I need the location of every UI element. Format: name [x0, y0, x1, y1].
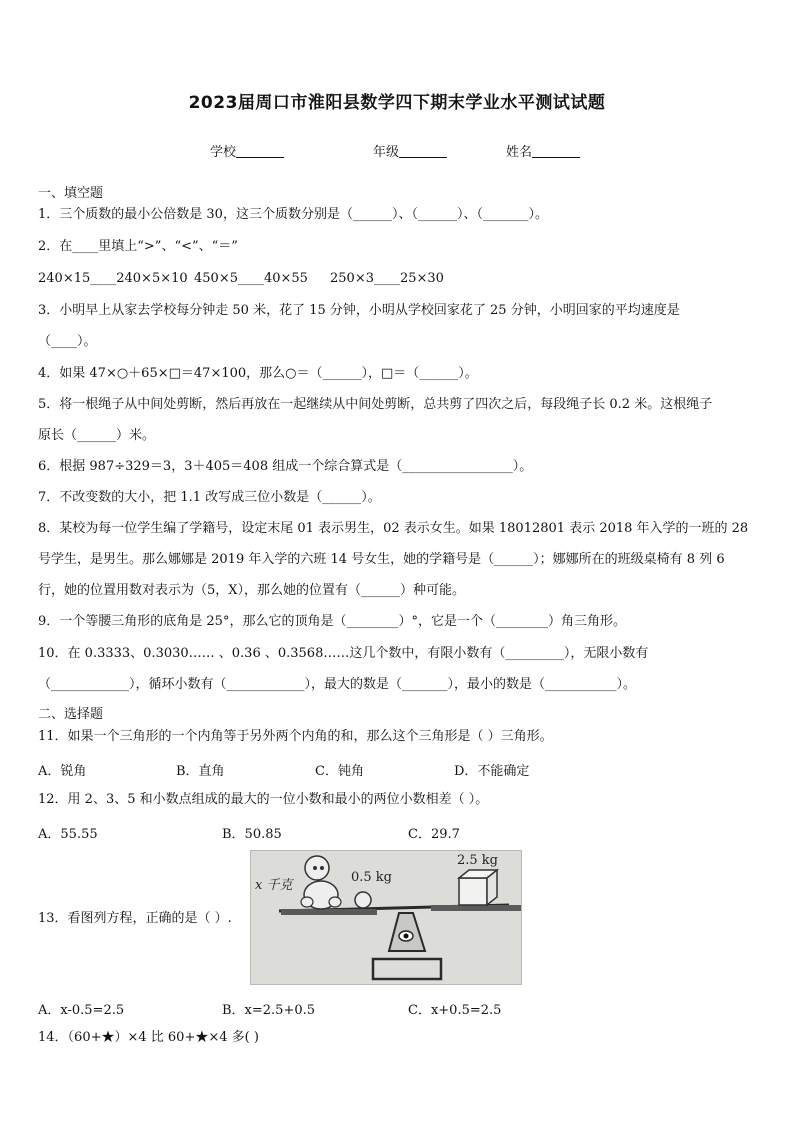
q2-item-1: 240×15____240×5×10: [38, 271, 188, 286]
q13-option-c[interactable]: C．x+0.5=2.5: [408, 1003, 502, 1018]
question-7: 7．不改变数的大小，把 1.1 改写成三位小数是（______）。: [38, 490, 381, 505]
q11-option-b[interactable]: B．直角: [176, 764, 225, 779]
section-fill-in: 一、填空题: [38, 186, 104, 201]
question-12: 12．用 2、3、5 和小数点组成的最大的一位小数和最小的两位小数相差（ ）。: [38, 792, 489, 807]
q11-option-a[interactable]: A．锐角: [38, 764, 87, 779]
school-blank[interactable]: [236, 145, 284, 158]
question-1: 1．三个质数的最小公倍数是 30，这三个质数分别是（______）、（______）、（_______）。: [38, 207, 548, 222]
question-2: 2．在____里填上“>”、“<”、“＝”: [38, 239, 238, 254]
school-label: 学校: [210, 145, 237, 160]
section-multiple-choice: 二、选择题: [38, 707, 104, 722]
balance-scale-drawing: [251, 851, 521, 984]
question-3-line-2: （____）。: [38, 334, 97, 349]
grade-field[interactable]: [373, 141, 447, 160]
name-blank[interactable]: [532, 145, 580, 158]
ball-weight-label: 0.5 kg: [351, 870, 393, 885]
right-pan: [431, 905, 521, 911]
q11-option-d[interactable]: D．不能确定: [454, 764, 530, 779]
balance-scale-figure: [250, 850, 522, 985]
question-8-line-3: 行，她的位置用数对表示为（5，X），那么她的位置有（______）种可能。: [38, 583, 466, 598]
q2-item-3: 250×3____25×30: [330, 271, 444, 286]
grade-label: 年级: [373, 145, 400, 160]
box-icon: [459, 870, 497, 905]
question-10-line-1: 10．在 0.3333、0.3030…… 、0.36 、0.3568……这几个数中，有限小数有（_________），无限小数有: [38, 646, 649, 661]
question-11: 11．如果一个三角形的一个内角等于另外两个内角的和，那么这个三角形是（ ）三角形。: [38, 729, 553, 744]
question-6: 6．根据 987÷329＝3，3＋405＝408 组成一个综合算式是（_________________）。: [38, 459, 533, 474]
q12-option-a[interactable]: A．55.55: [38, 827, 98, 842]
name-field[interactable]: [506, 141, 580, 160]
scale-base: [373, 959, 441, 979]
question-8-line-2: 号学生，是男生。那么娜娜是 2019 年入学的六班 14 号女生，她的学籍号是（______）；娜娜所在的班级桌椅有 8 列 6: [38, 552, 725, 567]
q11-option-c[interactable]: C．钝角: [315, 764, 364, 779]
doll-icon: [301, 856, 341, 909]
question-5-line-1: 5．将一根绳子从中间处剪断，然后再放在一起继续从中间处剪断，总共剪了四次之后，每段绳子长 0.2 米。这根绳子: [38, 397, 713, 412]
question-5-line-2: 原长（______）米。: [38, 428, 156, 443]
page-title: 2023届周口市淮阳县数学四下期末学业水平测试试题: [188, 93, 606, 113]
school-field[interactable]: [210, 141, 284, 160]
question-10-line-2: （____________），循环小数有（____________），最大的数是（_______），最小的数是（___________）。: [38, 677, 637, 692]
ball-icon: [355, 892, 371, 908]
question-13: 13．看图列方程，正确的是（ ）.: [38, 911, 232, 926]
q12-option-b[interactable]: B．50.85: [222, 827, 282, 842]
question-3-line-1: 3．小明早上从家去学校每分钟走 50 米，花了 15 分钟，小明从学校回家花了 25 分钟，小明回家的平均速度是: [38, 303, 680, 318]
question-4: 4．如果 47×○＋65×□＝47×100，那么○＝（______），□＝（______）。: [38, 366, 478, 381]
q13-option-a[interactable]: A．x-0.5=2.5: [38, 1003, 125, 1018]
question-8-line-1: 8．某校为每一位学生编了学籍号，设定末尾 01 表示男生，02 表示女生。如果 18012801 表示 2018 年入学的一班的 28: [38, 521, 749, 536]
scale-pupil-icon: [404, 934, 409, 939]
left-pan: [281, 909, 377, 915]
grade-blank[interactable]: [399, 145, 447, 158]
q2-item-2: 450×5____40×55: [194, 271, 308, 286]
question-14: 14．（60+★）×4 比 60+★×4 多( ): [38, 1030, 259, 1045]
q13-option-b[interactable]: B．x=2.5+0.5: [222, 1003, 316, 1018]
q12-option-c[interactable]: C．29.7: [408, 827, 460, 842]
box-weight-label: 2.5 kg: [457, 853, 499, 868]
question-9: 9．一个等腰三角形的底角是 25°，那么它的顶角是（________）°，它是一个（________）角三角形。: [38, 614, 626, 629]
doll-weight-label: x 千克: [255, 878, 293, 893]
name-label: 姓名: [506, 145, 533, 160]
